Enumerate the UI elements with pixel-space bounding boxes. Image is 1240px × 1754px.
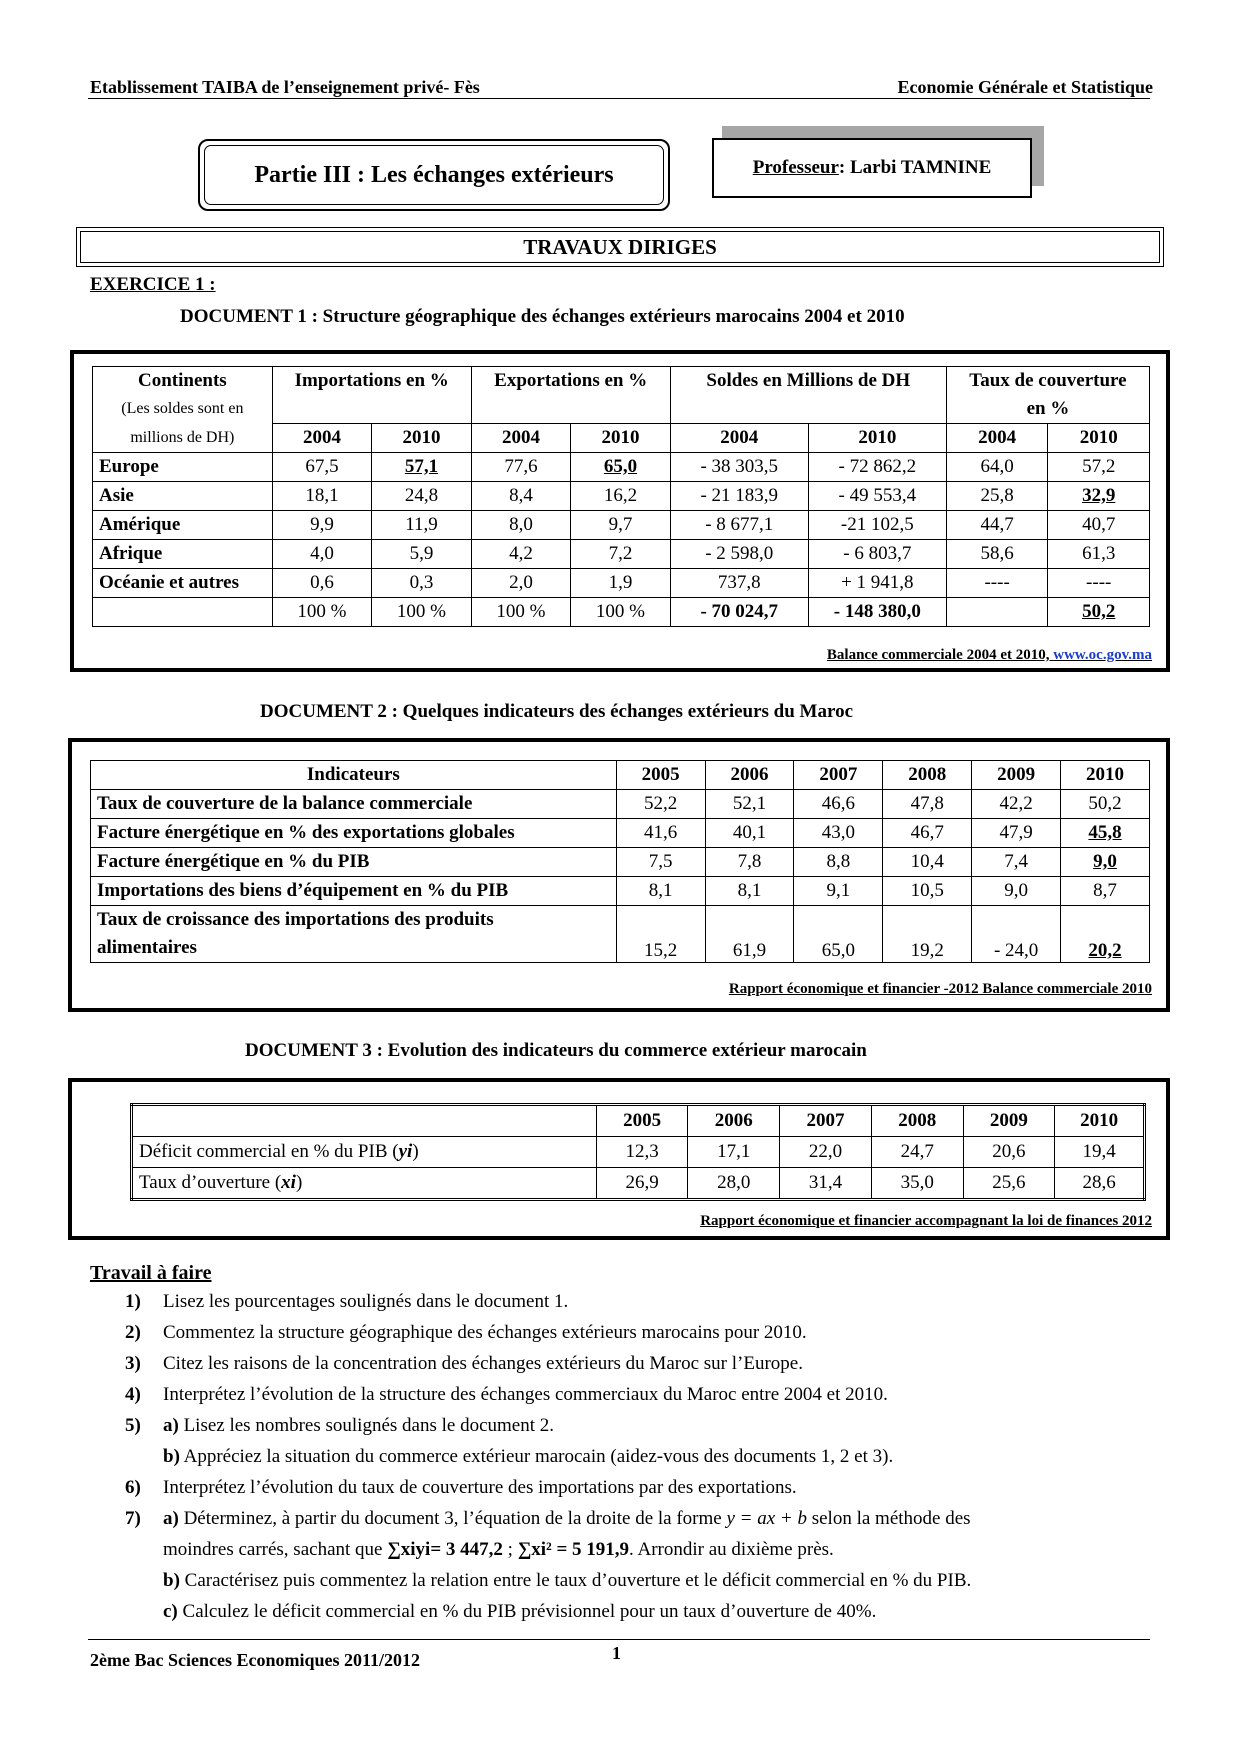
- cell: 52,2: [616, 790, 705, 819]
- cell: 7,5: [616, 848, 705, 877]
- header-cell: Indicateurs: [91, 761, 617, 790]
- cell: 47,9: [972, 819, 1061, 848]
- sub-label: b): [163, 1446, 180, 1467]
- header-continents: Continents: [93, 367, 273, 396]
- question-number: 7): [125, 1508, 141, 1529]
- sub-text: Caractérisez puis commentez la relation entre le taux d’ouverture et le déficit commercial en % du PIB.: [179, 1570, 972, 1591]
- separator: ;: [502, 1539, 518, 1560]
- cell: 737,8: [670, 569, 808, 598]
- header-cell: 2005: [616, 761, 705, 790]
- question-text: [163, 1596, 1153, 1627]
- cell: 32,9: [1048, 482, 1150, 511]
- header-cell: 2007: [794, 761, 883, 790]
- cell: 19,4: [1055, 1137, 1145, 1168]
- cell: - 49 553,4: [808, 482, 946, 511]
- year-cell: 2010: [571, 424, 671, 453]
- question-number: 4): [125, 1384, 141, 1405]
- question-text: Commentez la structure géographique des échanges extérieurs marocains pour 2010.: [163, 1322, 807, 1343]
- cell: ----: [1048, 569, 1150, 598]
- cell: 46,6: [794, 790, 883, 819]
- row-label: Océanie et autres: [93, 569, 273, 598]
- sum-xiyi: ∑xiyi= 3 447,2: [387, 1539, 503, 1560]
- cell: 7,4: [972, 848, 1061, 877]
- row-var: yi: [398, 1141, 413, 1162]
- footer-class: 2ème Bac Sciences Economiques 2011/2012: [90, 1650, 420, 1670]
- cell: 8,1: [705, 877, 794, 906]
- question-7a: [0, 1503, 1240, 1534]
- header-school: Etablissement TAIBA de l’enseignement privé- Fès: [90, 77, 480, 97]
- doc2-source: Rapport économique et financier -2012 Balance commerciale 2010: [728, 981, 1152, 997]
- cell: 50,2: [1061, 790, 1150, 819]
- cell: 20,2: [1061, 906, 1150, 963]
- page-number: 1: [612, 1643, 621, 1663]
- cell: 40,7: [1048, 511, 1150, 540]
- cell: 5,9: [372, 540, 472, 569]
- row-label: Taux de couverture de la balance commerciale: [91, 790, 617, 819]
- cell: 10,5: [883, 877, 972, 906]
- cell: 24,7: [871, 1137, 963, 1168]
- header-cell: 2009: [963, 1105, 1055, 1137]
- question-text: [163, 1441, 1153, 1472]
- question-7b: [0, 1565, 1240, 1596]
- cell: 67,5: [272, 453, 372, 482]
- header-cell: [132, 1105, 597, 1137]
- cell: - 70 024,7: [670, 598, 808, 627]
- cell: 9,9: [272, 511, 372, 540]
- header-cell: 2008: [871, 1105, 963, 1137]
- doc3-table: [130, 1103, 1146, 1201]
- question-2: [0, 1317, 1240, 1348]
- row-label: [132, 1137, 597, 1168]
- cell: 9,1: [794, 877, 883, 906]
- cell: - 24,0: [972, 906, 1061, 963]
- year-cell: 2010: [1048, 424, 1150, 453]
- year-cell: 2004: [670, 424, 808, 453]
- header-cell: 2010: [1055, 1105, 1145, 1137]
- sub-text: moindres carrés, sachant que: [163, 1539, 388, 1560]
- question-number: 5): [125, 1415, 141, 1436]
- sub-text: Lisez les nombres soulignés dans le document 2.: [178, 1415, 555, 1436]
- table-row: [93, 453, 1150, 482]
- header-cell: 2010: [1061, 761, 1150, 790]
- row-label-line2: alimentaires: [97, 937, 197, 958]
- cell: 45,8: [1061, 819, 1150, 848]
- table-row: [93, 511, 1150, 540]
- doc1-source: [827, 647, 1152, 664]
- question-4: [0, 1379, 1240, 1410]
- equation: y = ax + b: [726, 1508, 807, 1529]
- cell: 26,9: [596, 1168, 688, 1200]
- year-cell: 2010: [808, 424, 946, 453]
- row-label: Asie: [93, 482, 273, 511]
- cell: ----: [946, 569, 1048, 598]
- cell: -21 102,5: [808, 511, 946, 540]
- cell: 25,8: [946, 482, 1048, 511]
- sub-label: a): [163, 1508, 179, 1529]
- cell: 28,0: [688, 1168, 780, 1200]
- sub-text: . Arrondir au dixième près.: [629, 1539, 834, 1560]
- table-row: [91, 819, 1150, 848]
- cell: 20,6: [963, 1137, 1055, 1168]
- cell: 10,4: [883, 848, 972, 877]
- cell: 61,9: [705, 906, 794, 963]
- cell: - 6 803,7: [808, 540, 946, 569]
- question-text: [163, 1534, 1153, 1565]
- section-title-box: [76, 227, 1164, 267]
- cell: 0,6: [272, 569, 372, 598]
- cell: - 21 183,9: [670, 482, 808, 511]
- header-row: [91, 761, 1150, 790]
- cell: 41,6: [616, 819, 705, 848]
- table-row: [91, 848, 1150, 877]
- professor-label: Professeur: [752, 157, 839, 178]
- header-cell: 2006: [688, 1105, 780, 1137]
- sum-xi2: ∑xi² = 5 191,9: [517, 1539, 630, 1560]
- question-number: 3): [125, 1353, 141, 1374]
- cell: 1,9: [571, 569, 671, 598]
- doc1-source-text: Balance commerciale 2004 et 2010,: [826, 647, 1054, 663]
- year-row: [93, 424, 1150, 453]
- question-text: Interprétez l’évolution du taux de couverture des importations par des exportations.: [163, 1477, 797, 1498]
- cell: 4,0: [272, 540, 372, 569]
- sub-text: Calculez le déficit commercial en % du PIB prévisionnel pour un taux d’ouverture de 40%.: [177, 1601, 877, 1622]
- cell: 43,0: [794, 819, 883, 848]
- cell: 65,0: [571, 453, 671, 482]
- header-exports: Exportations en %: [471, 367, 670, 396]
- doc1-table: [92, 366, 1150, 627]
- cell: 12,3: [596, 1137, 688, 1168]
- table-row: [91, 906, 1150, 963]
- cell: 7,8: [705, 848, 794, 877]
- total-row: [93, 598, 1150, 627]
- cell: 57,1: [372, 453, 472, 482]
- row-label: Amérique: [93, 511, 273, 540]
- cell: 7,2: [571, 540, 671, 569]
- cell: 19,2: [883, 906, 972, 963]
- table-row: [93, 569, 1150, 598]
- cell: 8,0: [471, 511, 571, 540]
- row-label-close: ): [412, 1141, 419, 1162]
- question-text: Citez les raisons de la concentration des échanges extérieurs du Maroc sur l’Europe.: [163, 1353, 803, 1374]
- exercise-title: EXERCICE 1 :: [90, 274, 216, 295]
- sub-label: a): [163, 1415, 179, 1436]
- header-taux: Taux de couverture: [946, 367, 1149, 396]
- doc3-title: DOCUMENT 3 : Evolution des indicateurs du commerce extérieur marocain: [245, 1040, 867, 1061]
- cell: 61,3: [1048, 540, 1150, 569]
- cell: 8,7: [1061, 877, 1150, 906]
- part-title-box: [198, 139, 670, 211]
- question-1: [0, 1286, 1240, 1317]
- sub-label: b): [163, 1570, 180, 1591]
- travail-title: Travail à faire: [90, 1262, 212, 1284]
- doc3-source: Rapport économique et financier accompagnant la loi de finances 2012: [700, 1213, 1152, 1229]
- part-title: Partie III : Les échanges extérieurs: [204, 145, 664, 205]
- table-row: [132, 1137, 1145, 1168]
- questions-list: [0, 1286, 1240, 1627]
- cell: 9,0: [972, 877, 1061, 906]
- sub-text: Déterminez, à partir du document 3, l’équation de la droite de la forme: [178, 1508, 727, 1529]
- header-cell: 2006: [705, 761, 794, 790]
- year-cell: 2004: [946, 424, 1048, 453]
- question-text: [163, 1565, 1153, 1596]
- cell: 22,0: [780, 1137, 872, 1168]
- question-7c: [0, 1596, 1240, 1627]
- sub-label: c): [163, 1601, 178, 1622]
- cell: 64,0: [946, 453, 1048, 482]
- row-label: Importations des biens d’équipement en % du PIB: [91, 877, 617, 906]
- table-row: [91, 877, 1150, 906]
- cell: - 72 862,2: [808, 453, 946, 482]
- cell: 100 %: [272, 598, 372, 627]
- row-label: Afrique: [93, 540, 273, 569]
- doc2-frame: [68, 738, 1170, 1012]
- header-imports: Importations en %: [272, 367, 471, 396]
- question-number: 2): [125, 1322, 141, 1343]
- cell: - 148 380,0: [808, 598, 946, 627]
- header-taux-2: en %: [946, 395, 1149, 424]
- cell: 17,1: [688, 1137, 780, 1168]
- cell: - 38 303,5: [670, 453, 808, 482]
- year-cell: 2004: [272, 424, 372, 453]
- cell: 9,0: [1061, 848, 1150, 877]
- section-title: TRAVAUX DIRIGES: [80, 231, 1160, 263]
- cell: 18,1: [272, 482, 372, 511]
- row-label: [91, 906, 617, 963]
- header-rule: [88, 98, 1150, 99]
- cell: 100 %: [471, 598, 571, 627]
- cell: 8,4: [471, 482, 571, 511]
- question-text: [163, 1503, 1153, 1534]
- doc1-source-link[interactable]: www.oc.gov.ma: [1053, 647, 1152, 663]
- cell: - 2 598,0: [670, 540, 808, 569]
- row-label-close: ): [295, 1172, 303, 1193]
- header-subject: Economie Générale et Statistique: [897, 77, 1153, 97]
- question-text: Lisez les pourcentages soulignés dans le document 1.: [163, 1291, 569, 1312]
- cell: 0,3: [372, 569, 472, 598]
- table-row: [91, 790, 1150, 819]
- header-note-1: (Les soldes sont en: [93, 395, 273, 424]
- row-label-text: Déficit commercial en % du PIB (: [139, 1141, 399, 1162]
- sub-text: Appréciez la situation du commerce extérieur marocain (aidez-vous des documents 1, 2 et 3).: [179, 1446, 894, 1467]
- cell: 58,6: [946, 540, 1048, 569]
- header-soldes: Soldes en Millions de DH: [670, 367, 946, 396]
- cell: 8,1: [616, 877, 705, 906]
- cell: 52,1: [705, 790, 794, 819]
- year-cell: 2010: [372, 424, 472, 453]
- row-label: Facture énergétique en % des exportations globales: [91, 819, 617, 848]
- cell: [946, 598, 1048, 627]
- question-number: 6): [125, 1477, 141, 1498]
- row-label: [93, 598, 273, 627]
- cell: 9,7: [571, 511, 671, 540]
- question-7a-line2: [0, 1534, 1240, 1565]
- cell: 28,6: [1055, 1168, 1145, 1200]
- professor-box: [712, 138, 1032, 198]
- question-number: 1): [125, 1291, 141, 1312]
- header-cell: 2009: [972, 761, 1061, 790]
- doc1-title: DOCUMENT 1 : Structure géographique des échanges extérieurs marocains 2004 et 2010: [180, 306, 905, 327]
- header-cell: 2008: [883, 761, 972, 790]
- cell: 100 %: [372, 598, 472, 627]
- cell: 24,8: [372, 482, 472, 511]
- cell: 46,7: [883, 819, 972, 848]
- row-label: Europe: [93, 453, 273, 482]
- table-row: [132, 1168, 1145, 1200]
- row-label: Facture énergétique en % du PIB: [91, 848, 617, 877]
- doc2-title: DOCUMENT 2 : Quelques indicateurs des échanges extérieurs du Maroc: [260, 701, 854, 722]
- row-var: xi: [281, 1172, 296, 1193]
- cell: 4,2: [471, 540, 571, 569]
- cell: 77,6: [471, 453, 571, 482]
- cell: 11,9: [372, 511, 472, 540]
- cell: 47,8: [883, 790, 972, 819]
- row-label-line1: Taux de croissance des importations des produits: [97, 909, 494, 930]
- professor-name: : Larbi TAMNINE: [838, 157, 992, 178]
- question-6: [0, 1472, 1240, 1503]
- header-note-2: millions de DH): [93, 424, 273, 453]
- question-5b: [0, 1441, 1240, 1472]
- cell: 65,0: [794, 906, 883, 963]
- row-label-text: Taux d’ouverture (: [139, 1172, 282, 1193]
- header-cell: 2007: [780, 1105, 872, 1137]
- table-row: [93, 540, 1150, 569]
- cell: 57,2: [1048, 453, 1150, 482]
- cell: 2,0: [471, 569, 571, 598]
- doc1-frame: [70, 350, 1170, 672]
- footer-rule: [88, 1639, 1150, 1640]
- cell: 16,2: [571, 482, 671, 511]
- cell: + 1 941,8: [808, 569, 946, 598]
- table-row: [93, 482, 1150, 511]
- question-3: [0, 1348, 1240, 1379]
- header-row: [132, 1105, 1145, 1137]
- cell: 31,4: [780, 1168, 872, 1200]
- cell: - 8 677,1: [670, 511, 808, 540]
- question-text: Interprétez l’évolution de la structure des échanges commerciaux du Maroc entre 2004 et 2010.: [163, 1384, 888, 1405]
- cell: 40,1: [705, 819, 794, 848]
- cell: 42,2: [972, 790, 1061, 819]
- year-cell: 2004: [471, 424, 571, 453]
- header-cell: 2005: [596, 1105, 688, 1137]
- doc2-table: [90, 760, 1150, 963]
- sub-text: selon la méthode des: [806, 1508, 971, 1529]
- doc3-frame: [68, 1078, 1170, 1240]
- cell: 100 %: [571, 598, 671, 627]
- cell: 15,2: [616, 906, 705, 963]
- cell: 8,8: [794, 848, 883, 877]
- question-5a: [0, 1410, 1240, 1441]
- cell: 44,7: [946, 511, 1048, 540]
- cell: 35,0: [871, 1168, 963, 1200]
- question-text: [163, 1410, 1153, 1441]
- cell: 50,2: [1048, 598, 1150, 627]
- row-label: [132, 1168, 597, 1200]
- cell: 25,6: [963, 1168, 1055, 1200]
